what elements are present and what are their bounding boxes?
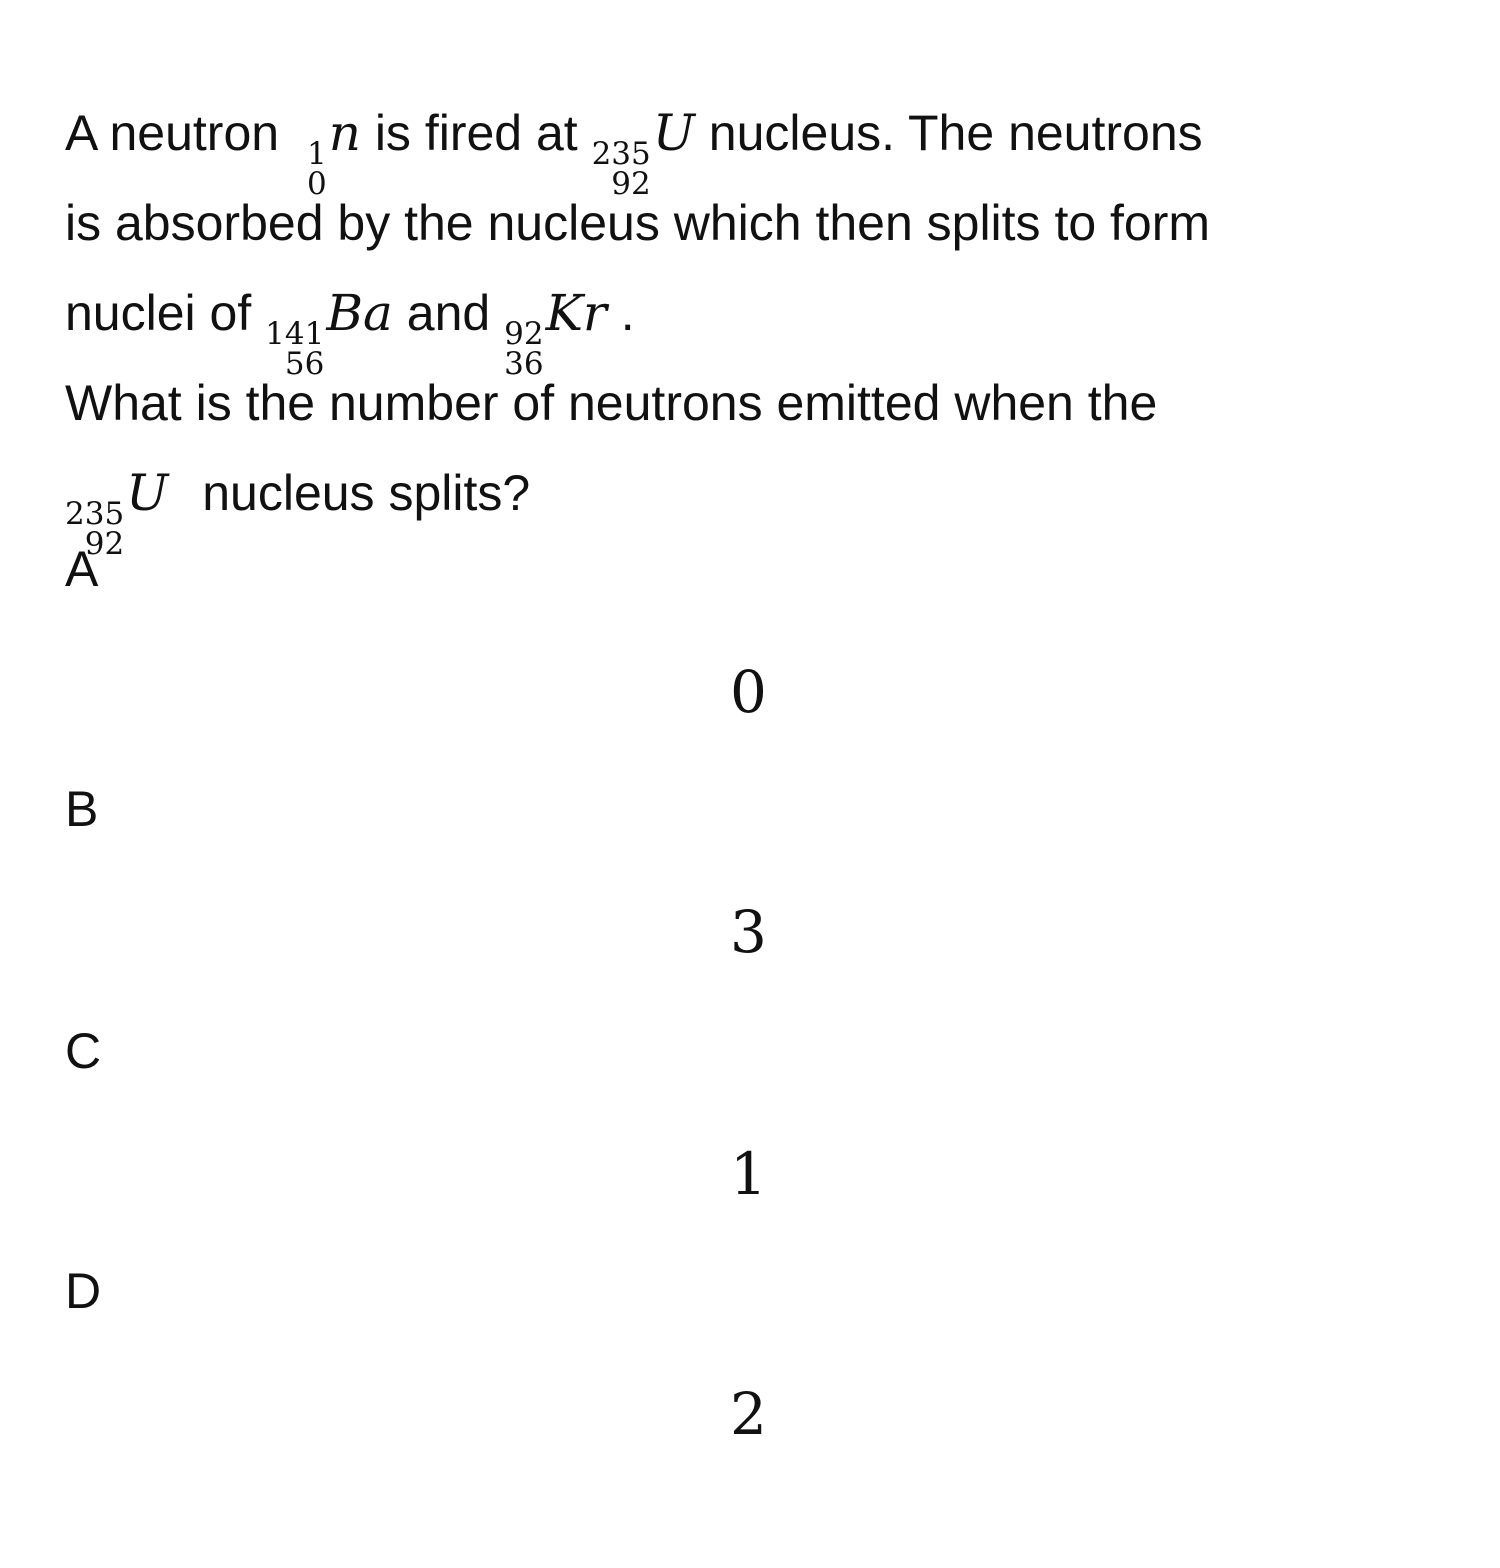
option-b-letter[interactable]: B	[65, 781, 99, 837]
option-b-value[interactable]: 3	[730, 898, 767, 966]
atomic-number: 0	[306, 166, 327, 202]
mass-number: 141	[265, 316, 325, 352]
question-line-4: What is the number of neutrons emitted when the	[65, 375, 1158, 431]
option-c-value[interactable]: 1	[730, 1140, 767, 1208]
isotope-neutron	[306, 88, 361, 202]
element-symbol: Ba	[326, 284, 393, 342]
text-segment: nuclei of	[65, 285, 252, 341]
atomic-number: 92	[84, 526, 125, 562]
option-d-value[interactable]: 2	[730, 1380, 767, 1448]
text-segment: is fired at	[374, 105, 578, 161]
option-a-letter[interactable]: A	[65, 541, 99, 597]
isotope-uranium	[591, 88, 695, 202]
question-line-1	[65, 88, 1445, 202]
atomic-number: 92	[611, 166, 651, 202]
question-line-5	[65, 448, 1445, 562]
option-d-letter[interactable]: D	[65, 1263, 102, 1319]
element-symbol: U	[652, 104, 695, 162]
question-line-3	[65, 268, 1445, 382]
text-segment: and	[406, 285, 491, 341]
atomic-number: 36	[504, 346, 544, 382]
element-symbol: Kr	[545, 284, 607, 342]
element-symbol: n	[328, 104, 361, 162]
atomic-number: 56	[284, 346, 325, 382]
text-segment: nucleus. The neutrons	[708, 105, 1203, 161]
isotope-krypton	[504, 268, 607, 382]
option-a-value[interactable]: 0	[730, 658, 767, 726]
option-c-letter[interactable]: C	[65, 1023, 102, 1079]
text-segment: A neutron	[65, 105, 280, 161]
mass-number: 1	[306, 136, 327, 172]
text-segment: .	[620, 285, 635, 341]
isotope-barium	[265, 268, 393, 382]
mass-number: 235	[65, 496, 125, 532]
mass-number: 235	[591, 136, 651, 172]
question-line-2: is absorbed by the nucleus which then splits to form	[65, 195, 1211, 251]
question-text	[65, 88, 1445, 562]
element-symbol: U	[126, 464, 169, 522]
mass-number: 92	[504, 316, 544, 352]
text-segment: nucleus splits?	[202, 465, 531, 521]
